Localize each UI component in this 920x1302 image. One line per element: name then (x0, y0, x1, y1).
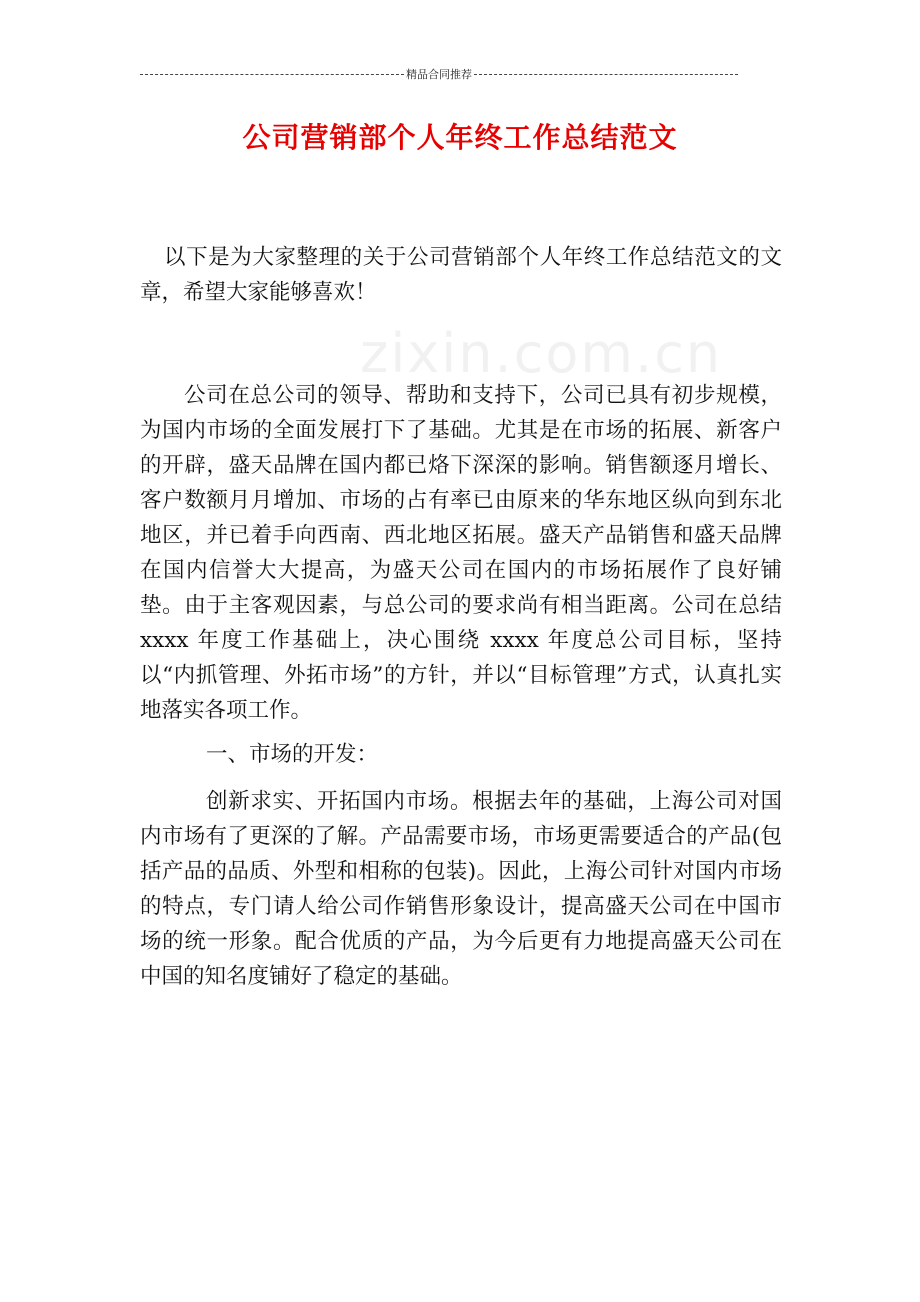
body-paragraph: 创新求实、开拓国内市场。根据去年的基础，上海公司对国内市场有了更深的了解。产品需要市场，市场更需要适合的产品(包括产品的品质、外型和相称的包装)。因此，上海公司针对国内市场的特点，专门请人给公司作销售形象设计，提高盛天公司在中国市场的统一形象。配合优质的产品，为今后更有力地提高盛天公司在中国的知名度铺好了稳定的基础。 (140, 789, 782, 989)
section-heading: 一、市场的开发： (206, 742, 379, 767)
header-label: 精品合同推荐 (406, 68, 472, 81)
header-dash-right (474, 74, 738, 75)
page-header (140, 66, 738, 82)
document-title: 公司营销部个人年终工作总结范文 (242, 121, 678, 154)
intro-paragraph: 以下是为大家整理的关于公司营销部个人年终工作总结范文的文章，希望大家能够喜欢！ (140, 245, 782, 305)
body-paragraph: 公司在总公司的领导、帮助和支持下，公司已具有初步规模，为国内市场的全面发展打下了基础。尤其是在市场的拓展、新客户的开辟，盛天品牌在国内都已烙下深深的影响。销售额逐月增长、客户数额月月增加、市场的占有率已由原来的华东地区纵向到东北地区，并已着手向西南、西北地区拓展。盛天产品销售和盛天品牌在国内信誉大大提高，为盛天公司在国内的市场拓展作了良好铺垫。由于主客观因素，与总公司的要求尚有相当距离。公司在总结 xxxx 年度工作基础上，决心围绕 xxxx 年度总公司目标，坚持以“内抓管理、外拓市场”的方针，并以“目标管理”方式，认真扎实地落实各项工作。 (140, 383, 782, 723)
header-dash-left (140, 74, 404, 75)
watermark-text: zixin.com.cn (360, 322, 723, 385)
document-body (140, 240, 782, 994)
